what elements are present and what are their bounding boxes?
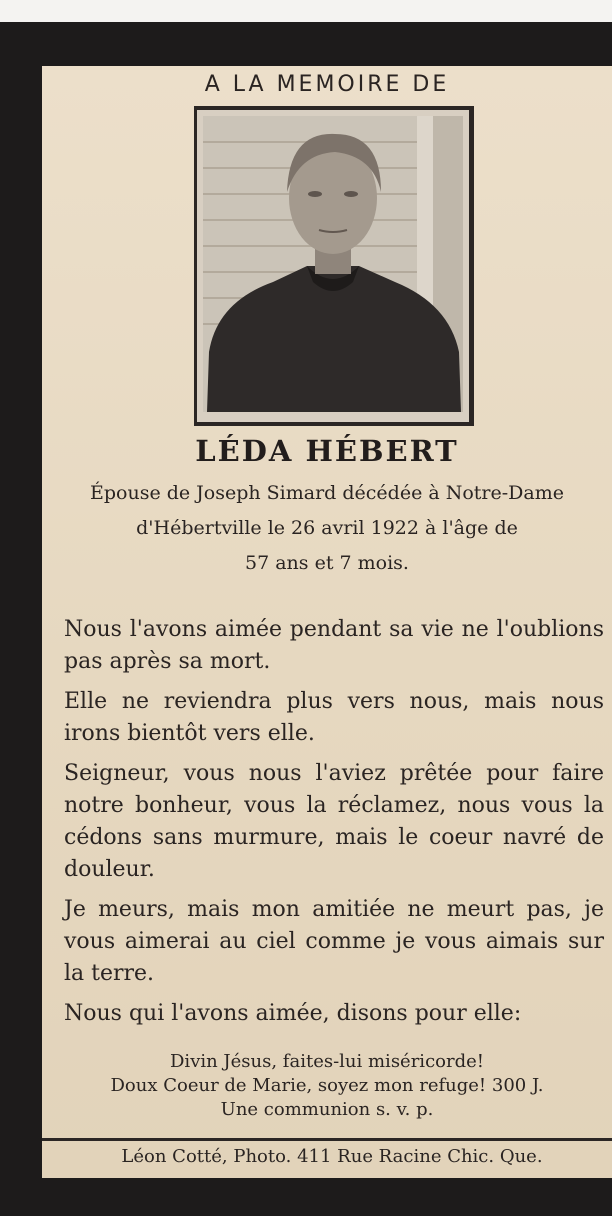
memorial-text xyxy=(64,614,604,1038)
biography-line: d'Hébertville le 26 avril 1922 à l'âge de xyxy=(136,517,518,539)
biography-line: 57 ans et 7 mois. xyxy=(245,552,409,574)
memorial-paragraph: Elle ne reviendra plus vers nous, mais nous irons bientôt vers elle. xyxy=(64,689,604,746)
biography xyxy=(52,476,602,581)
portrait-photo xyxy=(203,116,463,412)
deceased-name: LÉDA HÉBERT xyxy=(195,434,459,468)
memorial-paragraph: Seigneur, vous nous l'aviez prêtée pour faire notre bonheur, vous la réclamez, nous vous la cédons sans murmure, mais le coeur navré de douleur. xyxy=(64,761,604,882)
portrait-image xyxy=(203,116,463,412)
biography-line: Épouse de Joseph Simard décédée à Notre-Dame xyxy=(89,482,565,504)
scan-background xyxy=(0,0,612,22)
prayer-line: Une communion s. v. p. xyxy=(220,1099,434,1120)
memorial-paragraph: Nous l'avons aimée pendant sa vie ne l'oublions pas après sa mort. xyxy=(64,617,604,674)
memorial-card xyxy=(0,22,612,1216)
prayer-block xyxy=(42,1050,612,1122)
footer-divider xyxy=(42,1138,612,1141)
prayer-line: Divin Jésus, faites-lui miséricorde! xyxy=(170,1051,484,1072)
prayer-line: Doux Coeur de Marie, soyez mon refuge! 300 J. xyxy=(110,1075,544,1096)
card-heading: A LA MEMOIRE DE xyxy=(204,72,450,97)
memorial-paragraph: Je meurs, mais mon amitiée ne meurt pas, je vous aimerai au ciel comme je vous aimais sur la terre. xyxy=(64,897,604,986)
portrait-frame xyxy=(194,106,474,426)
photographer-credit: Léon Cotté, Photo. 411 Rue Racine Chic. Que. xyxy=(121,1146,543,1167)
card-paper xyxy=(42,66,612,1178)
memorial-paragraph: Nous qui l'avons aimée, disons pour elle: xyxy=(64,1001,522,1026)
